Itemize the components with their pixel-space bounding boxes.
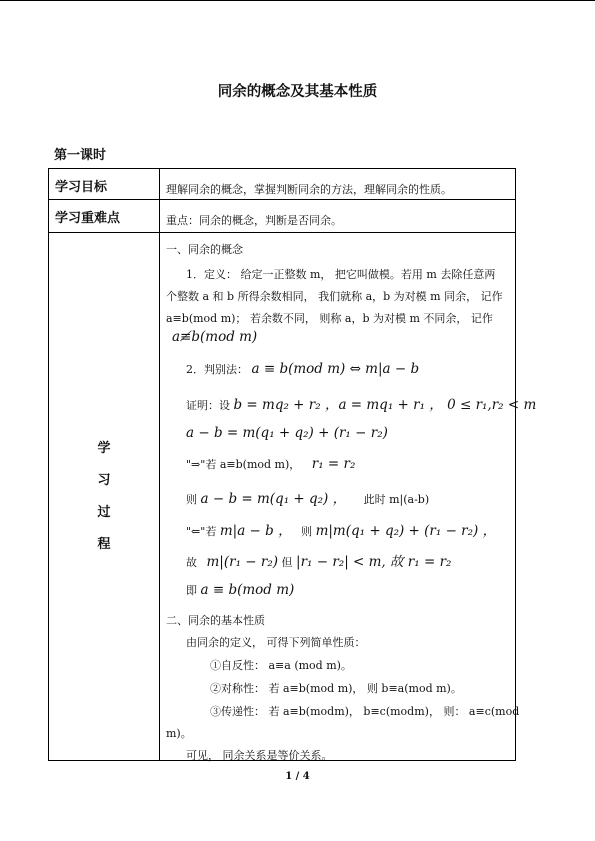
process-char: 习 <box>97 472 111 488</box>
proof-label: 证明：设 <box>186 399 230 412</box>
process-char: 程 <box>97 536 111 552</box>
table-row-focus <box>49 200 516 233</box>
process-label <box>49 233 160 761</box>
definition-line: 个整数 a 和 b 所得余数相同， 我们就称 a，b 为对模 m 同余， 记作 <box>166 290 503 303</box>
definition-line: a≡b(mod m)； 若余数不同， 则称 a，b 为对模 m 不同余， 记作 <box>166 312 493 325</box>
backward-direction-line <box>186 519 496 539</box>
lesson-table <box>48 168 537 762</box>
backward-mid: 则 <box>301 525 313 538</box>
top-rule <box>0 0 595 1</box>
proof-line <box>186 393 536 413</box>
property-symmetric: ②对称性： 若 a≡b(mod m)， 则 b≡a(mod m)。 <box>210 682 462 695</box>
difference-equation: a − b = m(q₁ + q₂) + (r₁ − r₂) <box>186 425 388 441</box>
process-char: 过 <box>97 504 111 520</box>
therefore-formula: m|(r₁ − r₂) <box>206 554 279 570</box>
therefore-formula-2: |r₁ − r₂| < m, 故 r₁ = r₂ <box>296 554 452 570</box>
therefore-line <box>186 550 451 570</box>
criterion-formula: a ≡ b(mod m) ⇔ m|a − b <box>251 361 420 377</box>
backward-prefix: "⇐"若 <box>186 525 217 538</box>
proof-formula: b = mq₂ + r₂ ，a = mq₁ + r₁ ， 0 ≤ r₁,r₂ < m <box>233 397 537 413</box>
forward-prefix: "⇒"若 a≡b(mod m)， <box>186 458 301 471</box>
table-row-process <box>49 233 516 761</box>
properties-intro: 由同余的定义， 可得下列简单性质： <box>186 636 366 649</box>
focus-label: 学习重难点 <box>49 200 160 233</box>
conclusion-label: 即 <box>186 584 197 597</box>
incongruence-notation: a≢b(mod m) <box>172 329 258 345</box>
goal-text: 理解同余的概念，掌握判断同余的方法，理解同余的性质。 <box>160 169 516 200</box>
conclusion-formula: a ≡ b(mod m) <box>200 582 295 598</box>
forward-direction-line <box>186 456 355 472</box>
focus-text: 重点：同余的概念，判断是否同余。 <box>160 200 516 233</box>
backward-formula-2: m|m(q₁ + q₂) + (r₁ − r₂) ， <box>315 523 497 539</box>
property-reflexive: ①自反性： a≡a (mod m)。 <box>210 659 352 672</box>
lesson-heading: 第一课时 <box>54 148 107 163</box>
process-content <box>160 233 537 762</box>
section-heading-concept: 一、同余的概念 <box>166 243 243 256</box>
goal-label: 学习目标 <box>49 169 160 200</box>
property-transitive-cont: m)。 <box>166 727 192 740</box>
conclusion-line <box>186 582 294 598</box>
therefore-label: 故 <box>186 556 197 569</box>
then-line <box>186 487 429 507</box>
backward-formula: m|a − b ， <box>219 523 292 539</box>
criterion-line <box>186 361 419 377</box>
page-number: 1 / 4 <box>285 771 310 782</box>
equivalence-note: 可见， 同余关系是等价关系。 <box>186 749 333 762</box>
section-heading-properties: 二、同余的基本性质 <box>166 614 265 627</box>
criterion-label: 2．判别法： <box>186 363 248 376</box>
table-row-goal <box>49 169 516 200</box>
then-note: 此时 m|(a-b) <box>363 493 430 506</box>
then-formula: a − b = m(q₁ + q₂) ， <box>200 491 347 507</box>
therefore-mid: 但 <box>281 556 293 569</box>
page-title: 同余的概念及其基本性质 <box>217 84 378 100</box>
definition-line: 1．定义： 给定一正整数 m， 把它叫做模。若用 m 去除任意两 <box>186 268 496 281</box>
property-transitive: ③传递性： 若 a≡b(modm)， b≡c(modm)， 则： a≡c(mod <box>210 705 520 718</box>
then-label: 则 <box>186 493 197 506</box>
process-char: 学 <box>97 440 111 456</box>
forward-formula: r₁ = r₂ <box>311 456 356 472</box>
